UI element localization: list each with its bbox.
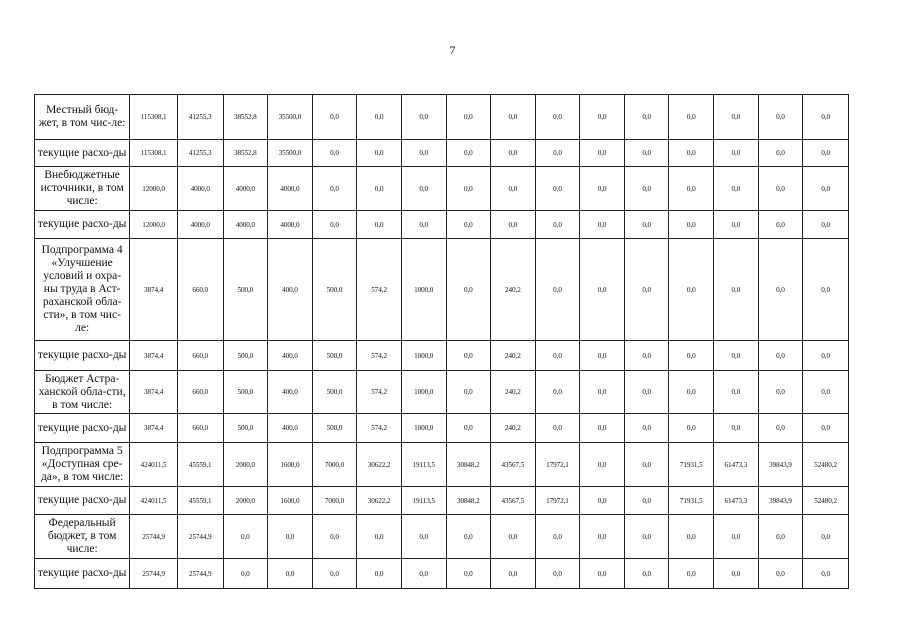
table-cell: 0,0 [714,211,759,239]
table-cell: 0,0 [669,414,714,443]
table-cell: 0,0 [268,515,313,559]
table-cell: 500,0 [312,414,357,443]
row-label: текущие расхо-ды [35,487,130,515]
table-cell: 0,0 [758,371,803,414]
table-cell: 574,2 [357,239,402,341]
table-cell: 0,0 [803,239,849,341]
table-cell: 0,0 [669,95,714,140]
table-cell: 0,0 [624,140,669,167]
table-cell: 574,2 [357,414,402,443]
table-cell: 0,0 [535,341,580,371]
table-cell: 0,0 [357,95,402,140]
budget-table [34,94,849,589]
table-cell: 0,0 [580,167,625,211]
table-cell: 4000,0 [223,167,268,211]
table-cell: 0,0 [446,167,491,211]
table-cell: 45559,1 [177,487,223,515]
table-cell: 38552,8 [223,95,268,140]
table-cell: 500,0 [223,239,268,341]
table-cell: 0,0 [669,211,714,239]
table-cell: 0,0 [580,95,625,140]
table-row [35,239,849,341]
table-cell: 2000,0 [223,443,268,487]
table-cell: 0,0 [401,559,446,589]
table-cell: 0,0 [401,515,446,559]
table-cell: 0,0 [714,239,759,341]
table-row [35,414,849,443]
table-cell: 0,0 [580,559,625,589]
table-cell: 0,0 [580,443,625,487]
table-cell: 52480,2 [803,443,849,487]
row-label: Подпрограмма 4 «Улучшение условий и охра-ны труда в Аст-раханской обла-сти», в том чис-ле: [35,239,130,341]
table-row [35,515,849,559]
table-cell: 0,0 [624,211,669,239]
table-cell: 35500,0 [268,140,313,167]
table-cell: 0,0 [357,211,402,239]
table-cell: 0,0 [624,414,669,443]
table-cell: 500,0 [223,414,268,443]
table-cell: 0,0 [580,515,625,559]
table-cell: 0,0 [624,487,669,515]
table-cell: 0,0 [312,140,357,167]
table-cell: 0,0 [446,140,491,167]
table-cell: 30848,2 [446,487,491,515]
table-cell: 25744,9 [177,515,223,559]
table-cell: 12000,0 [130,167,178,211]
table-cell: 4000,0 [268,211,313,239]
table-cell: 240,2 [491,371,536,414]
table-cell: 0,0 [624,371,669,414]
table-cell: 0,0 [758,341,803,371]
table-cell: 660,0 [177,239,223,341]
table-cell: 1600,0 [268,443,313,487]
table-row [35,371,849,414]
table-row [35,167,849,211]
table-cell: 71931,5 [669,487,714,515]
table-cell: 0,0 [758,414,803,443]
table-cell: 17972,1 [535,487,580,515]
row-label: текущие расхо-ды [35,211,130,239]
table-cell: 500,0 [312,341,357,371]
table-cell: 0,0 [357,140,402,167]
table-cell: 25744,9 [130,515,178,559]
table-cell: 0,0 [624,95,669,140]
table-cell: 0,0 [491,211,536,239]
table-cell: 0,0 [803,414,849,443]
table-cell: 0,0 [803,167,849,211]
table-cell: 0,0 [535,211,580,239]
table-cell: 0,0 [669,341,714,371]
table-cell: 0,0 [714,414,759,443]
table-row [35,95,849,140]
table-cell: 0,0 [357,167,402,211]
table-cell: 0,0 [446,371,491,414]
row-label: Подпрограмма 5 «Доступная сре-да», в том числе: [35,443,130,487]
table-cell: 0,0 [669,140,714,167]
table-cell: 0,0 [446,95,491,140]
table-cell: 7000,0 [312,487,357,515]
table-cell: 30848,2 [446,443,491,487]
table-cell: 500,0 [312,239,357,341]
table-cell: 4000,0 [268,167,313,211]
table-cell: 0,0 [491,95,536,140]
table-body [35,95,849,589]
table-cell: 0,0 [669,515,714,559]
table-cell: 0,0 [401,211,446,239]
table-cell: 39843,9 [758,443,803,487]
table-cell: 0,0 [624,239,669,341]
table-cell: 41255,3 [177,140,223,167]
table-cell: 1000,0 [401,371,446,414]
table-row [35,341,849,371]
table-cell: 0,0 [803,515,849,559]
table-cell: 19113,5 [401,487,446,515]
table-cell: 0,0 [714,371,759,414]
table-cell: 0,0 [401,95,446,140]
table-cell: 0,0 [312,95,357,140]
table-cell: 0,0 [714,341,759,371]
table-cell: 3874,4 [130,414,178,443]
table-cell: 0,0 [446,414,491,443]
table-cell: 4000,0 [177,211,223,239]
table-cell: 30622,2 [357,443,402,487]
table-cell: 0,0 [669,239,714,341]
table-cell: 0,0 [312,211,357,239]
table-cell: 0,0 [446,239,491,341]
table-cell: 660,0 [177,341,223,371]
table-cell: 17972,1 [535,443,580,487]
table-cell: 0,0 [758,239,803,341]
table-cell: 0,0 [580,211,625,239]
table-cell: 0,0 [580,487,625,515]
table-cell: 0,0 [535,239,580,341]
table-cell: 1000,0 [401,239,446,341]
table-cell: 0,0 [491,559,536,589]
table-cell: 115308,1 [130,95,178,140]
table-cell: 0,0 [714,140,759,167]
table-cell: 39843,9 [758,487,803,515]
table-cell: 0,0 [624,443,669,487]
table-cell: 0,0 [223,515,268,559]
table-cell: 0,0 [803,211,849,239]
table-cell: 4000,0 [223,211,268,239]
table-cell: 3874,4 [130,239,178,341]
table-cell: 45559,1 [177,443,223,487]
table-cell: 0,0 [535,167,580,211]
table-cell: 43567,5 [491,443,536,487]
table-cell: 0,0 [357,559,402,589]
row-label: Местный бюд-жет, в том чис-ле: [35,95,130,140]
table-cell: 0,0 [669,167,714,211]
table-row [35,487,849,515]
table-cell: 0,0 [401,140,446,167]
table-cell: 0,0 [491,515,536,559]
table-cell: 0,0 [580,371,625,414]
table-cell: 0,0 [758,95,803,140]
table-cell: 0,0 [535,140,580,167]
table-cell: 3874,4 [130,371,178,414]
table-cell: 61473,3 [714,443,759,487]
table-cell: 400,0 [268,414,313,443]
table-cell: 400,0 [268,239,313,341]
row-label: текущие расхо-ды [35,559,130,589]
table-row [35,443,849,487]
table-cell: 0,0 [535,414,580,443]
table-cell: 12000,0 [130,211,178,239]
table-cell: 0,0 [580,239,625,341]
table-cell: 4000,0 [177,167,223,211]
table-cell: 1600,0 [268,487,313,515]
table-cell: 19113,5 [401,443,446,487]
table-cell: 115308,1 [130,140,178,167]
table-cell: 0,0 [758,515,803,559]
table-row [35,559,849,589]
table-cell: 0,0 [624,167,669,211]
table-cell: 424011,5 [130,487,178,515]
table-cell: 0,0 [357,515,402,559]
table-cell: 240,2 [491,414,536,443]
table-cell: 0,0 [535,559,580,589]
table-cell: 43567,5 [491,487,536,515]
table-cell: 0,0 [803,140,849,167]
table-cell: 574,2 [357,341,402,371]
page-number: 7 [449,43,456,57]
table-cell: 0,0 [312,515,357,559]
row-label: Федеральный бюджет, в том числе: [35,515,130,559]
table-cell: 1000,0 [401,414,446,443]
table-cell: 0,0 [714,515,759,559]
table-cell: 0,0 [312,167,357,211]
row-label: Бюджет Астра-ханской обла-сти, в том числе: [35,371,130,414]
table-cell: 41255,3 [177,95,223,140]
table-cell: 0,0 [446,211,491,239]
table-cell: 0,0 [446,515,491,559]
table-cell: 0,0 [624,559,669,589]
table-cell: 35500,0 [268,95,313,140]
table-cell: 0,0 [312,559,357,589]
table-cell: 400,0 [268,341,313,371]
table-cell: 500,0 [223,341,268,371]
table-cell: 0,0 [446,559,491,589]
table-cell: 0,0 [401,167,446,211]
table-cell: 38552,8 [223,140,268,167]
table-cell: 0,0 [446,341,491,371]
table-cell: 30622,2 [357,487,402,515]
table-cell: 574,2 [357,371,402,414]
table-cell: 400,0 [268,371,313,414]
table-cell: 0,0 [669,559,714,589]
table-cell: 500,0 [312,371,357,414]
table-cell: 0,0 [491,140,536,167]
table-cell: 3874,4 [130,341,178,371]
table-cell: 500,0 [223,371,268,414]
table-cell: 71931,5 [669,443,714,487]
row-label: текущие расхо-ды [35,341,130,371]
table-cell: 0,0 [714,167,759,211]
table-cell: 0,0 [803,95,849,140]
table-cell: 660,0 [177,371,223,414]
table-cell: 0,0 [714,95,759,140]
table-cell: 7000,0 [312,443,357,487]
table-cell: 25744,9 [130,559,178,589]
table-cell: 660,0 [177,414,223,443]
table-cell: 0,0 [535,371,580,414]
table-cell: 424011,5 [130,443,178,487]
table-cell: 240,2 [491,341,536,371]
table-cell: 0,0 [268,559,313,589]
table-cell: 0,0 [535,95,580,140]
table-row [35,140,849,167]
table-cell: 0,0 [758,140,803,167]
table-cell: 61473,3 [714,487,759,515]
table-cell: 0,0 [714,559,759,589]
row-label: текущие расхо-ды [35,414,130,443]
table-cell: 0,0 [624,341,669,371]
table-cell: 2000,0 [223,487,268,515]
table-cell: 0,0 [491,167,536,211]
table-cell: 0,0 [758,559,803,589]
table-cell: 0,0 [580,414,625,443]
table-cell: 0,0 [580,341,625,371]
table-cell: 0,0 [758,211,803,239]
row-label: текущие расхо-ды [35,140,130,167]
table-cell: 0,0 [624,515,669,559]
table-cell: 0,0 [803,559,849,589]
table-cell: 0,0 [803,341,849,371]
table-cell: 0,0 [535,515,580,559]
row-label: Внебюджетные источники, в том числе: [35,167,130,211]
table-cell: 0,0 [669,371,714,414]
table-cell: 25744,9 [177,559,223,589]
table-cell: 0,0 [580,140,625,167]
table-cell: 0,0 [803,371,849,414]
table-cell: 0,0 [223,559,268,589]
table-cell: 0,0 [758,167,803,211]
table-cell: 52480,2 [803,487,849,515]
table-row [35,211,849,239]
table-cell: 240,2 [491,239,536,341]
table-cell: 1000,0 [401,341,446,371]
